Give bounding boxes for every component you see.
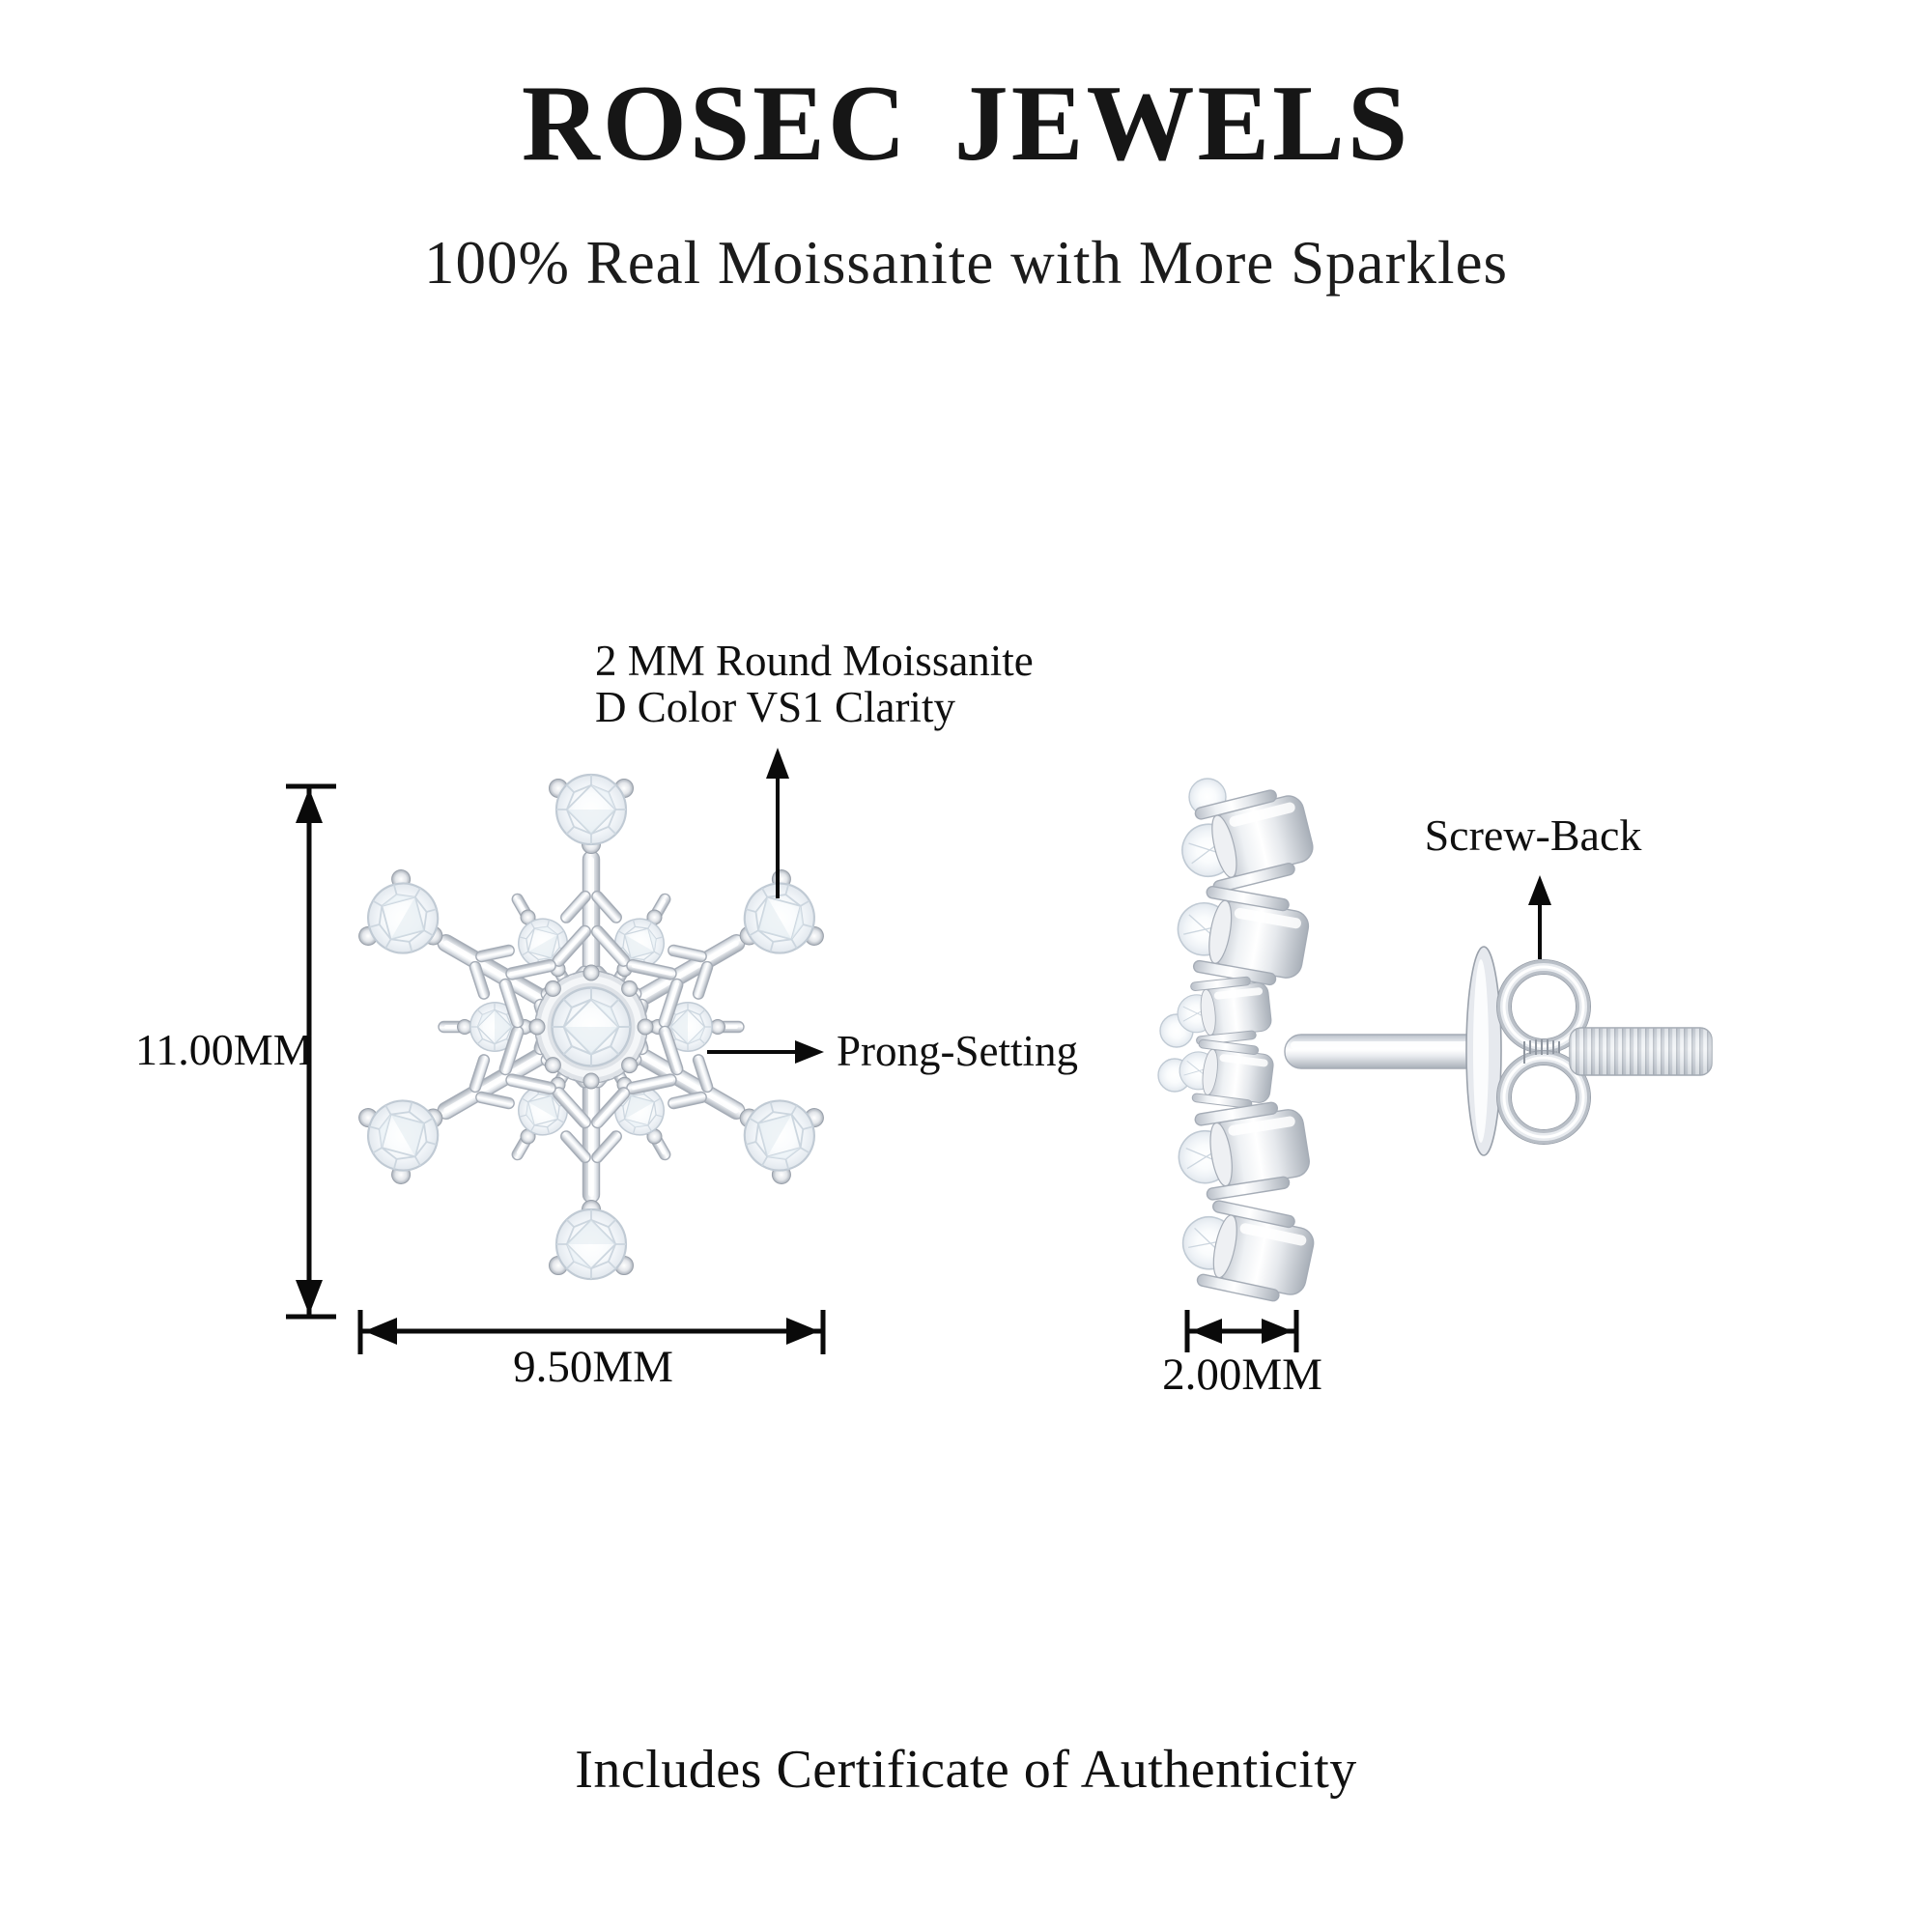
width-dimension-label: 9.50MM (513, 1342, 673, 1392)
brand-tagline: 100% Real Moissanite with More Sparkles (423, 229, 1509, 297)
center-stone-setting (529, 965, 653, 1089)
stud-post (1285, 1035, 1486, 1068)
stone-annotation (595, 638, 1034, 730)
brand-title: ROSEC JEWELS (521, 64, 1411, 184)
side-width-dimension-label: 2.00MM (1162, 1350, 1322, 1400)
threaded-post (1570, 1028, 1712, 1075)
prong-setting-label: Prong-Setting (837, 1027, 1079, 1075)
height-dimension-label: 11.00MM (135, 1025, 313, 1074)
certificate-note: Includes Certificate of Authenticity (575, 1740, 1357, 1800)
snowflake-front-view-figure (355, 766, 828, 1326)
center-moissanite-stone (553, 988, 631, 1066)
snowflake-stud-front (348, 775, 835, 1279)
screw-back-label: Screw-Back (1424, 810, 1642, 860)
stone-annotation-line1: 2 MM Round Moissanite (595, 637, 1034, 685)
stone-annotation-line2: D Color VS1 Clarity (595, 683, 955, 732)
